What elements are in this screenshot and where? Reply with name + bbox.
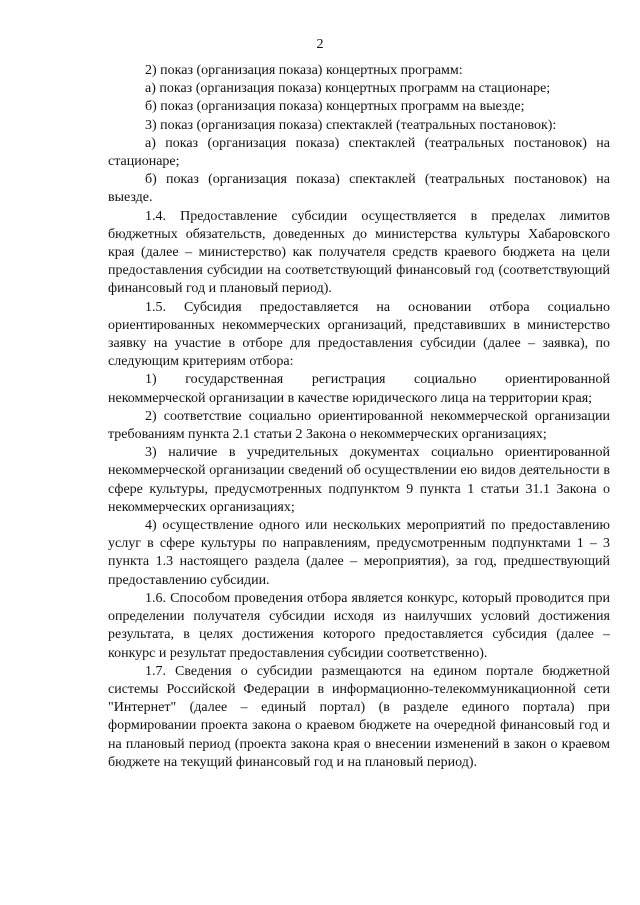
paragraph-item-3b: б) показ (организация показа) спектаклей (театральных постановок) на выезде. — [108, 172, 610, 206]
criterion-2: 2) соответствие социально ориентированной некоммерческой организации требованиям пункта 2.1 статьи 2 Закона о некоммерческих организациях; — [108, 408, 610, 443]
paragraph-item-2: 2) показ (организация показа) концертных программ: — [145, 63, 463, 78]
paragraph-1-5: 1.5. Субсидия предоставляется на основании отбора социально ориентированных некоммерческих организаций, представивших в министерство заявку на участие в отборе для предоставления субсидии (далее – заявка), по следующим критериям отбора: — [108, 299, 610, 370]
document-body — [108, 62, 610, 772]
criterion-3: 3) наличие в учредительных документах социально ориентированной некоммерческой организации сведений об осуществлении ею видов деятельности в сфере культуры, предусмотренных подпунктом 9 пункта 1 статьи 31.1 Закона о некоммерческих организациях; — [108, 445, 610, 515]
paragraph-1-7: 1.7. Сведения о субсидии размещаются на едином портале бюджетной системы Российской Федерации в информационно-телекоммуникационной сети "Интернет" (далее – единый портал) (в разделе единого портала) при формировании проекта закона о краевом бюджете на очередной финансовый год и на плановый период (проекта закона края о внесении изменений в закон о краевом бюджете на текущий финансовый год и на плановый период). — [108, 663, 610, 770]
paragraph-1-4: 1.4. Предоставление субсидии осуществляется в пределах лимитов бюджетных обязательств, доведенных до министерства культуры Хабаровского края (далее – министерство) как получателя средств краевого бюджета на цели предоставления субсидии на соответствующий финансовый год (соответствующий финансовый год и плановый период). — [108, 208, 610, 297]
paragraph-item-2b: б) показ (организация показа) концертных программ на выезде; — [145, 99, 525, 115]
paragraph-1-6: 1.6. Способом проведения отбора является конкурс, который проводится при определении получателя субсидии исходя из наилучших условий достижения результата, в целях достижения которого предоставляется субсидия (далее – конкурс и результат предоставления субсидии соответственно). — [108, 590, 610, 661]
page-number: 2 — [316, 37, 324, 52]
paragraph-item-3: 3) показ (организация показа) спектаклей (театральных постановок): — [145, 117, 557, 133]
criterion-4: 4) осуществление одного или нескольких мероприятий по предоставлению услуг в сфере культуры по направлениям, предусмотренным подпунктами 1 – 3 пункта 1.3 настоящего раздела (далее – мероприятия), за год, предшествующий предоставлению субсидии. — [108, 518, 610, 588]
paragraph-item-3a: а) показ (организация показа) спектаклей (театральных постановок) на стационаре; — [108, 135, 610, 170]
criterion-1: 1) государственная регистрация социально ориентированной некоммерческой организации в качестве юридического лица на территории края; — [108, 372, 610, 406]
paragraph-item-2a: а) показ (организация показа) концертных программ на стационаре; — [145, 81, 551, 97]
